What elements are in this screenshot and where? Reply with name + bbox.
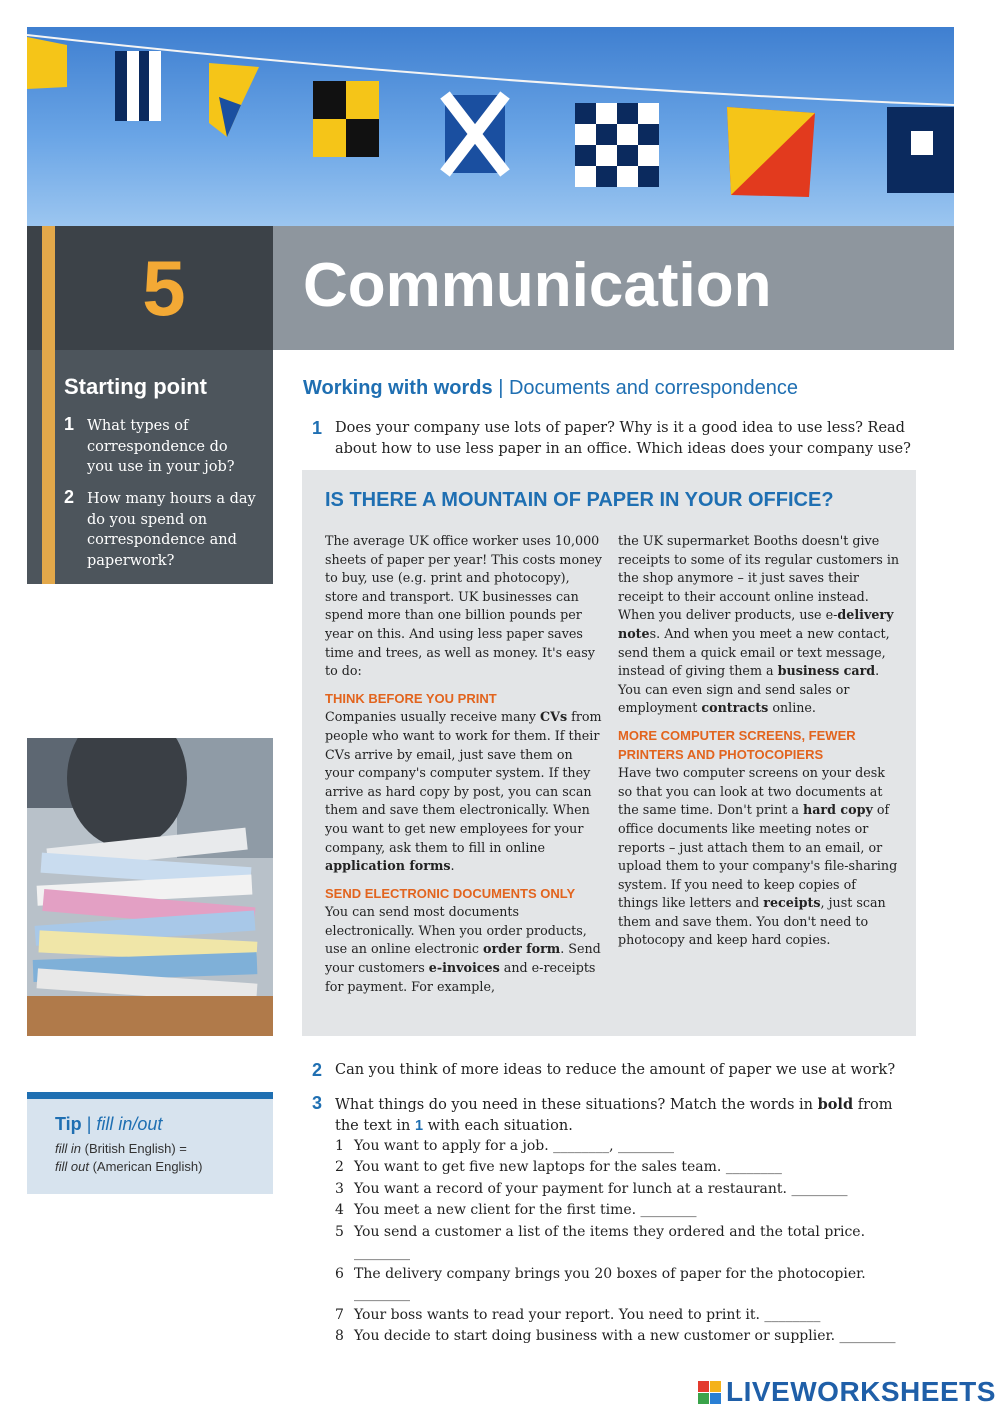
liveworksheets-logo[interactable]: LIVEWORKSHEETS (726, 1376, 996, 1407)
tip-heading: Tip | fill in/out (55, 1114, 163, 1134)
flag-diagonal (727, 107, 815, 197)
flag-yellow (27, 37, 67, 89)
section-heading: Working with words | Documents and correspondence (303, 377, 799, 399)
situation-item: 5 You send a customer a list of the items they ordered and the total price. (335, 1224, 866, 1240)
article-paragraph: Companies usually receive many CVs from people who want to work for them. If their CVs arrive by email, just save them on your company's computer system. If they arrive as hard copy by post, you can scan them and save them electronically. When you want to get new employees for your company, ask them to fill in online application forms. (325, 709, 602, 874)
situation-item: 1 You want to apply for a job. ________, ________ (335, 1138, 675, 1154)
question-number: 1 (312, 418, 323, 438)
tip-line: fill in (British English) = (55, 1141, 187, 1156)
article-intro: The average UK office worker uses 10,000 sheets of paper per year! This costs money to buy, use (e.g. print and photocopy), store and transport. UK businesses can spend more than one billion pounds per year on this. And using less paper saves time and trees, as well as money. It's easy to do: (325, 533, 602, 679)
signal-flags-illustration (27, 27, 954, 227)
flag-striped (115, 51, 161, 121)
starting-point-number: 2 (64, 487, 75, 507)
article-paragraph: the UK supermarket Booths doesn't give receipts to some of its regular customers in the shop anymore – it just saves their receipt to their account online instead. When you deliver products, use e-delivery notes. And when you meet a new contact, send them a quick email or text message, instead of giving them a business card. You can even sign and send sales or employment contracts online. (618, 533, 900, 716)
starting-point-question: What types of correspondence do you use in your job? (87, 418, 235, 475)
flag-checkered (575, 103, 659, 187)
question-number: 3 (312, 1093, 323, 1113)
article-column-left (325, 532, 605, 996)
question-text: What things do you need in these situations? Match the words in bold from the text in 1 with each situation. (335, 1096, 893, 1134)
answer-blank[interactable]: ________ (354, 1286, 410, 1302)
liveworksheets-logo-icon (698, 1381, 722, 1405)
article-subheading: SEND ELECTRONIC DOCUMENTS ONLY (325, 885, 576, 901)
situation-item: 7 Your boss wants to read your report. You need to print it. ________ (335, 1307, 821, 1323)
flag-blue (887, 107, 954, 193)
starting-point-question: How many hours a day do you spend on correspondence and paperwork? (87, 491, 256, 569)
flag-pennant (209, 63, 259, 137)
situation-item: 8 You decide to start doing business with a new customer or supplier. ________ (335, 1328, 896, 1344)
starting-point-number: 1 (64, 414, 75, 434)
accent-bar (42, 350, 55, 584)
situation-item: 3 You want a record of your payment for lunch at a restaurant. ________ (335, 1181, 848, 1197)
situation-item: 6 The delivery company brings you 20 boxes of paper for the photocopier. (335, 1266, 866, 1282)
flag-saltire (445, 95, 505, 173)
accent-bar (42, 226, 55, 350)
situation-item: 2 You want to get five new laptops for the sales team. ________ (335, 1159, 782, 1175)
header-banner-image (27, 27, 954, 227)
flag-quartered (313, 81, 379, 157)
article-paragraph: You can send most documents electronically. When you order products, use an online electronic order form. Send your customers e-invoices and e-receipts for payment. For example, (325, 904, 601, 994)
tip-line: fill out (American English) (55, 1159, 203, 1174)
question-number: 2 (312, 1060, 323, 1080)
chapter-title: Communication (303, 251, 772, 320)
chapter-number: 5 (142, 244, 186, 332)
answer-blank[interactable]: ________ (354, 1245, 410, 1261)
article-title: IS THERE A MOUNTAIN OF PAPER IN YOUR OFFICE? (325, 489, 834, 511)
starting-point-heading: Starting point (64, 374, 207, 399)
question-text: Can you think of more ideas to reduce the amount of paper we use at work? (335, 1062, 896, 1078)
question-text: Does your company use lots of paper? Why is it a good idea to use less? Read about how to use less paper in an office. Which ideas does your company use? (335, 420, 911, 457)
situation-item: 4 You meet a new client for the first time. ________ (335, 1202, 697, 1218)
article-subheading: THINK BEFORE YOU PRINT (325, 690, 497, 706)
paper-stack-photo (27, 738, 273, 1036)
article-subheading: MORE COMPUTER SCREENS, FEWER PRINTERS AND PHOTOCOPIERS (618, 727, 856, 762)
article-column-right (618, 532, 900, 950)
article-paragraph: Have two computer screens on your desk so that you can look at two documents at the same time. Don't print a hard copy of office documents like meeting notes or reports – just attach them to an email, or upload them to your company's file-sharing system. If you need to keep copies of things like letters and receipts, just scan them and save them. You don't need to photocopy and keep hard copies. (618, 765, 898, 948)
